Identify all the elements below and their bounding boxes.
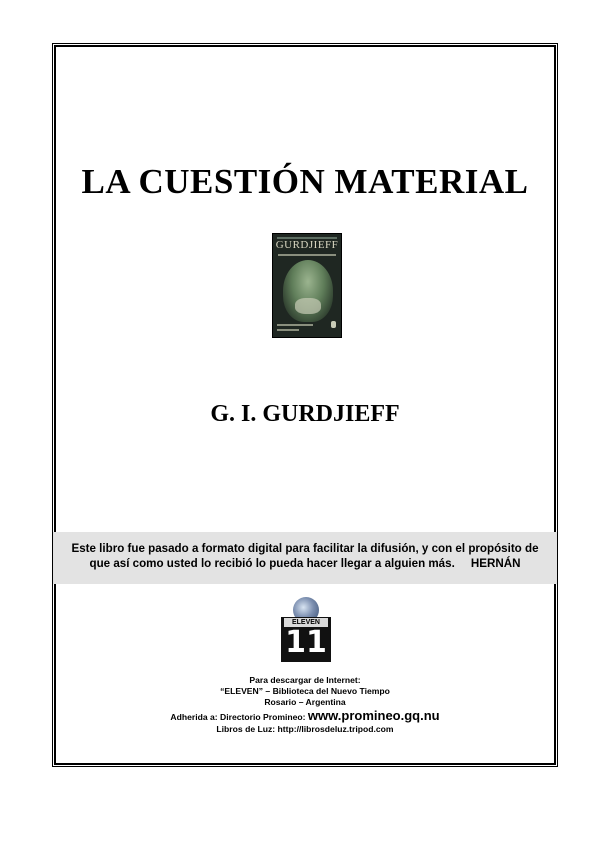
download-info (53, 675, 557, 708)
author-name: G. I. GURDJIEFF (210, 401, 400, 427)
notice-line-2 (53, 556, 557, 571)
notice-line-2-text: que así como usted lo recibió lo pueda hacer llegar a alguien más. (89, 557, 455, 570)
eleven-logo (281, 597, 331, 667)
promineo-link[interactable]: www.promineo.gq.nu (307, 708, 440, 723)
notice-line-1: Este libro fue pasado a formato digital para facilitar la difusión, y con el propósito de (71, 542, 539, 555)
download-line-1: Para descargar de Internet: (249, 675, 361, 685)
libros-row (53, 724, 557, 734)
promineo-row (53, 708, 557, 723)
cover-footer-line-2 (277, 329, 299, 331)
libros-link[interactable]: http://librosdeluz.tripod.com (277, 724, 394, 734)
download-line-2: “ELEVEN” – Biblioteca del Nuevo Tiempo (220, 686, 390, 696)
cover-portrait (283, 260, 333, 322)
libros-label: Libros de Luz: (216, 724, 276, 734)
logo-ribbon: ELEVEN (284, 618, 328, 627)
book-cover-image (273, 234, 341, 337)
cover-subtitle-line (278, 254, 336, 256)
notice-signature: HERNÁN (470, 557, 521, 570)
download-line-3: Rosario – Argentina (264, 697, 346, 707)
book-title: LA CUESTIÓN MATERIAL (81, 162, 529, 201)
promineo-label: Adherida a: Directorio Promineo: (170, 712, 306, 722)
logo-number: 11 (285, 625, 327, 660)
cover-footer-line (277, 324, 313, 326)
cover-publisher-mark (331, 321, 336, 328)
cover-brand: GURDJIEFF (275, 239, 339, 251)
notice-text (53, 541, 557, 571)
